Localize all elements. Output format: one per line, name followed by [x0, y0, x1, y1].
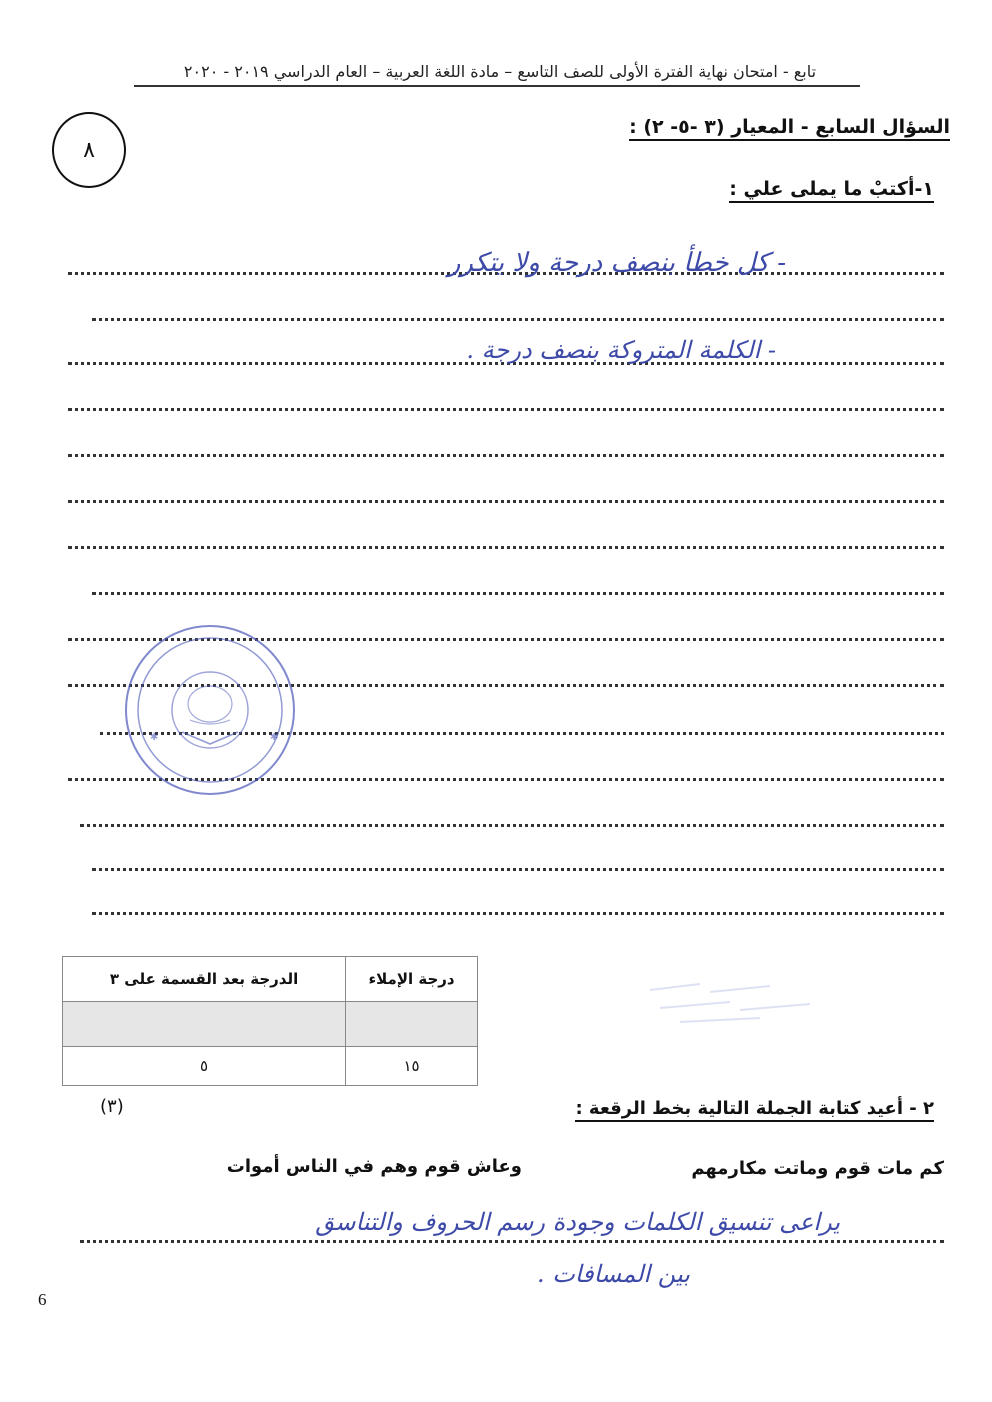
question-2-title: ٢ - أعيد كتابة الجملة التالية بخط الرقعة : — [575, 1098, 934, 1122]
grade-table-value-row — [63, 1047, 478, 1086]
verse-first-half: كم مات قوم وماتت مكارمهم — [691, 1158, 944, 1179]
writing-line — [92, 912, 944, 915]
score-circle-value: ٨ — [83, 137, 95, 163]
grade-table-value-dictation: ١٥ — [346, 1047, 478, 1086]
grade-table-value-divided: ٥ — [63, 1047, 346, 1086]
svg-text:✱: ✱ — [150, 732, 159, 743]
grade-table-header-divided: الدرجة بعد القسمة على ٣ — [63, 957, 346, 1002]
writing-line — [92, 592, 944, 595]
question-7-title: السؤال السابع - المعيار (٣ -٥- ٢) : — [629, 116, 950, 141]
faint-stamp-mark — [640, 970, 830, 1030]
writing-line — [68, 546, 944, 549]
writing-line — [80, 1240, 944, 1243]
writing-line — [68, 408, 944, 411]
writing-line — [92, 318, 944, 321]
grade-table-cell — [63, 1002, 346, 1047]
grade-table-cell — [346, 1002, 478, 1047]
writing-line — [68, 454, 944, 457]
writing-line — [92, 868, 944, 871]
question-2-mark: (٣) — [100, 1096, 124, 1117]
handwritten-note-2: - الكلمة المتروكة بنصف درجة . — [466, 336, 776, 364]
page-number: 6 — [38, 1290, 47, 1309]
svg-text:✱: ✱ — [270, 732, 279, 743]
page-header: تابع - امتحان نهاية الفترة الأولى للصف التاسع – مادة اللغة العربية – العام الدراسي ٢٠١٩ - ٢٠٢٠ — [183, 62, 817, 81]
ministry-seal-stamp — [120, 620, 300, 800]
grade-table-header-row — [63, 957, 478, 1002]
handwritten-note-4: بين المسافات . — [536, 1260, 690, 1288]
writing-line — [80, 824, 944, 827]
grade-table — [62, 956, 478, 1086]
writing-line — [68, 500, 944, 503]
grade-table-blank-row — [63, 1002, 478, 1047]
question-7-subtitle: ١-أكتبْ ما يملى علي : — [729, 178, 934, 203]
header-underline — [134, 85, 860, 87]
grade-table-header-dictation: درجة الإملاء — [346, 957, 478, 1002]
handwritten-note-1: - كل خطأ بنصف درجة ولا يتكرر — [447, 248, 786, 278]
handwritten-note-3: يراعى تنسيق الكلمات وجودة رسم الحروف والتناسق — [315, 1208, 840, 1236]
score-circle — [52, 112, 126, 188]
verse-second-half: وعاش قوم وهم في الناس أموات — [226, 1156, 522, 1177]
